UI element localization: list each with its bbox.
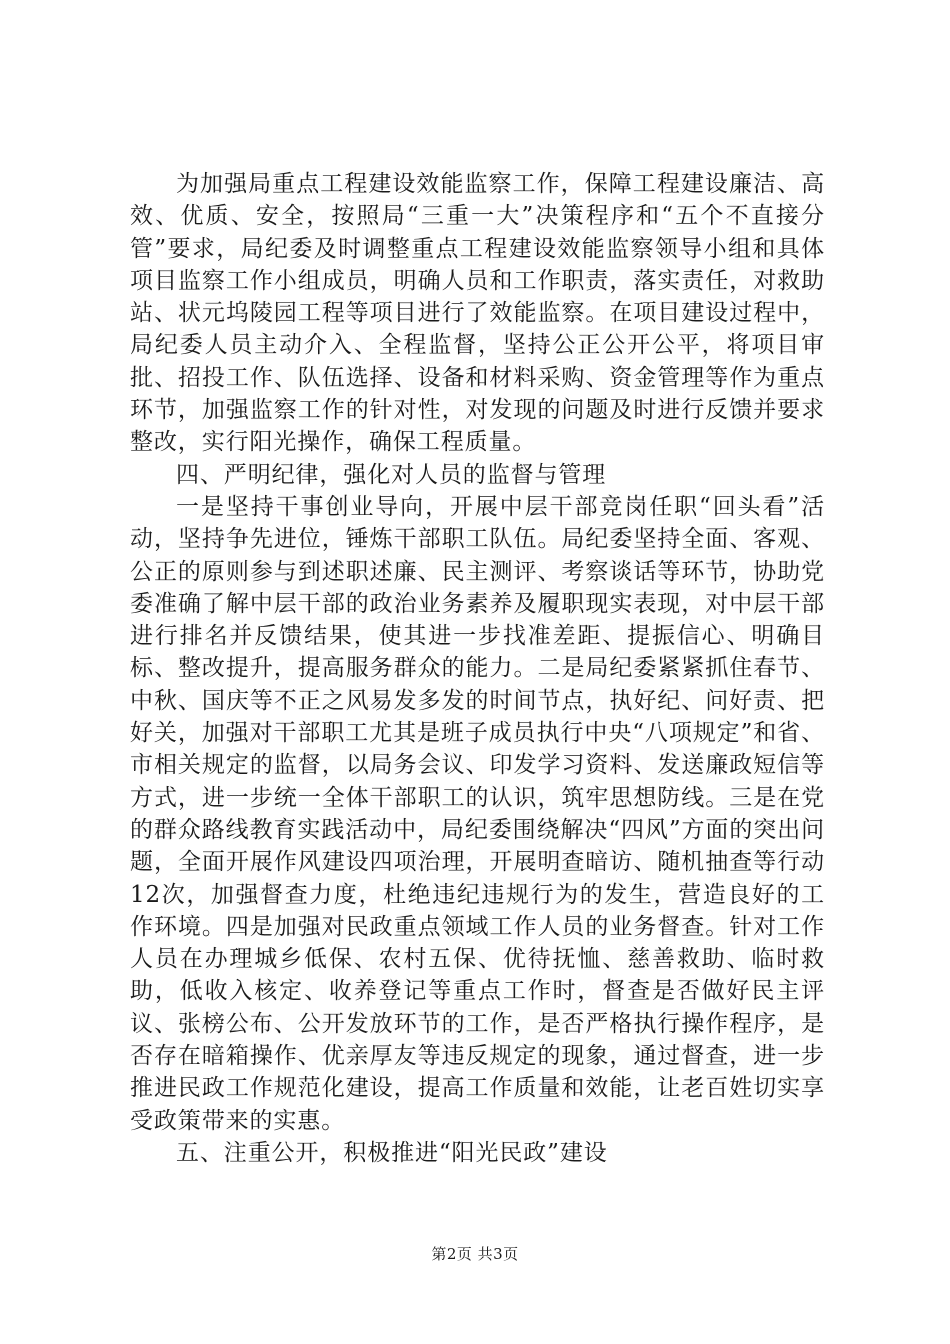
paragraph-discipline-supervision: 一是坚持干事创业导向，开展中层干部竞岗任职“回头看”活动，坚持争先进位，锤炼干部职工队伍。局纪委坚持全面、客观、公正的原则参与到述职述廉、民主测评、考察谈话等环节，协助党委准确了解中层干部的政治业务素养及履职现实表现，对中层干部进行排名并反馈结果，使其进一步找准差距、提振信心、明确目标、整改提升，提高服务群众的能力。二是局纪委紧紧抓住春节、中秋、国庆等不正之风易发多发的时间节点，执好纪、问好责、把好关，加强对干部职工尤其是班子成员执行中央“八项规定”和省、市相关规定的监督，以局务会议、印发学习资料、发送廉政短信等方式，进一步统一全体干部职工的认识，筑牢思想防线。三是在党的群众路线教育实践活动中，局纪委围绕解决“四风”方面的突出问题，全面开展作风建设四项治理，开展明查暗访、随机抽查等行动12次，加强督查力度，杜绝违纪违规行为的发生，营造良好的工作环境。四是加强对民政重点领域工作人员的业务督查。针对工作人员在办理城乡低保、农村五保、优待抚恤、慈善救助、临时救助，低收入核定、收养登记等重点工作时，督查是否做好民主评议、张榜公布、公开发放环节的工作，是否严格执行操作程序，是否存在暗箱操作、优亲厚友等违反规定的现象，通过督查，进一步推进民政工作规范化建设，提高工作质量和效能，让老百姓切实享受政策带来的实惠。 <box>130 493 825 1134</box>
page-number-footer: 第2页 共3页 <box>431 1245 519 1263</box>
section-heading-5: 五、注重公开，积极推进“阳光民政”建设 <box>176 1139 608 1166</box>
document-body <box>130 168 825 1169</box>
paragraph-efficiency-supervision: 为加强局重点工程建设效能监察工作，保障工程建设廉洁、高效、优质、安全，按照局“三重一大”决策程序和“五个不直接分管”要求，局纪委及时调整重点工程建设效能监察领导小组和具体项目监察工作小组成员，明确人员和工作职责，落实责任，对救助站、状元坞陵园工程等项目进行了效能监察。在项目建设过程中，局纪委人员主动介入、全程监督，坚持公正公开公平，将项目审批、招投工作、队伍选择、设备和材料采购、资金管理等作为重点环节，加强监察工作的针对性，对发现的问题及时进行反馈并要求整改，实行阳光操作，确保工程质量。 <box>130 171 825 456</box>
section-heading-4: 四、严明纪律，强化对人员的监督与管理 <box>176 461 607 488</box>
